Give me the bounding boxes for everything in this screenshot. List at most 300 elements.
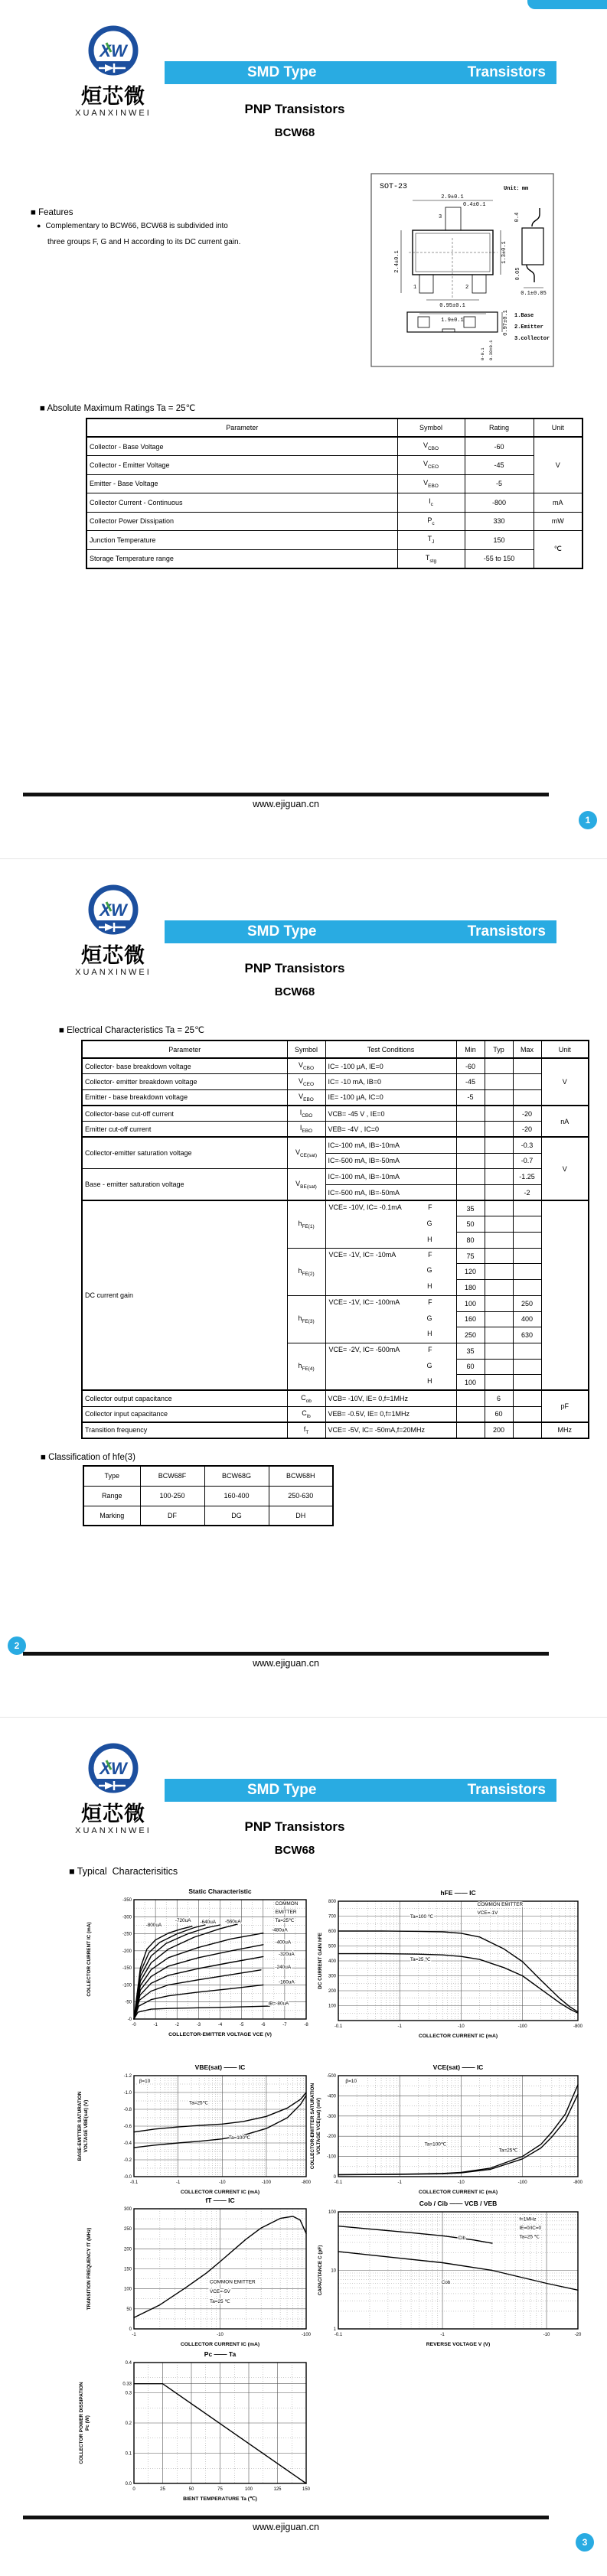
table-cell: Base - emitter saturation voltage <box>82 1169 287 1200</box>
brand-logo <box>66 882 161 977</box>
table-cell <box>485 1122 513 1138</box>
svg-text:-0: -0 <box>127 2017 132 2022</box>
table-cell <box>485 1233 513 1249</box>
svg-text:0: 0 <box>333 2175 336 2180</box>
table-cell <box>485 1359 513 1375</box>
svg-text:TRANSITION FREQUENCY fT (M: TRANSITION FREQUENCY fT (MHz) <box>86 2227 92 2311</box>
svg-text:-10: -10 <box>458 2180 465 2185</box>
svg-text:-8: -8 <box>304 2023 308 2027</box>
table-cell <box>325 1248 456 1295</box>
svg-text:-10: -10 <box>217 2333 224 2337</box>
parameter-cell: Collector Power Dissipation <box>86 512 397 531</box>
svg-text:-200: -200 <box>122 1949 132 1954</box>
dim-lead-thickness: 0.1±0.05 <box>521 291 547 297</box>
table-row <box>86 549 583 568</box>
column-header: Parameter <box>86 418 397 437</box>
header-bar <box>165 920 556 943</box>
column-header: Rating <box>465 418 534 437</box>
svg-text:XW: XW <box>100 900 127 920</box>
rating-cell: -60 <box>465 437 534 456</box>
group-letter: F <box>428 1250 432 1259</box>
svg-text:Ta=100℃: Ta=100℃ <box>424 2141 447 2148</box>
cls-cell: BCW68H <box>269 1466 333 1486</box>
table-cell <box>485 1295 513 1311</box>
part-number: BCW68 <box>274 126 315 139</box>
table-cell: Transition frequency <box>82 1422 287 1438</box>
symbol-cell: $h_{FE(2)}$ <box>287 1248 325 1295</box>
corner-decoration <box>527 0 607 9</box>
dim-pin-width: 0.4±0.1 <box>463 202 486 208</box>
dim-standoff: 0.05 <box>515 267 521 281</box>
table-cell <box>513 1248 541 1264</box>
table-header-row <box>82 1040 589 1058</box>
column-header: Symbol <box>287 1040 325 1058</box>
svg-text:DC CURRENT GAIN hFE: DC CURRENT GAIN hFE <box>318 1933 323 1989</box>
pin1-number: 1 <box>413 285 417 291</box>
header-bar-right-label: Transistors <box>467 1782 546 1798</box>
svg-text:300: 300 <box>328 1974 336 1979</box>
group-letter: F <box>428 1203 432 1212</box>
svg-text:-0.0: -0.0 <box>123 2175 132 2180</box>
svg-text:0.3: 0.3 <box>125 2391 132 2396</box>
group-letter: H <box>427 1377 432 1386</box>
svg-text:-1.2: -1.2 <box>123 2074 132 2079</box>
svg-text:Ta=100℃: Ta=100℃ <box>228 2135 251 2141</box>
svg-text:-1: -1 <box>397 2024 402 2029</box>
table-header-row <box>86 418 583 437</box>
parameter-cell: Collector - Emitter Voltage <box>86 456 397 475</box>
dim-inner-height: 1.3±0.1 <box>501 241 507 264</box>
page-2 <box>0 858 607 1718</box>
group-letter: H <box>427 1282 432 1291</box>
svg-text:200: 200 <box>123 2247 132 2252</box>
parameter-cell: Collector - Base Voltage <box>86 437 397 456</box>
page-number-badge: 2 <box>8 1636 26 1655</box>
cls-cell: DG <box>204 1506 269 1526</box>
table-cell <box>485 1216 513 1233</box>
table-row <box>83 1506 333 1526</box>
feature-line-1: ● Complementary to BCW66, BCW68 is subdivided into <box>37 222 228 230</box>
unit-cell: mA <box>534 493 583 513</box>
table-cell: VCB= -10V, IE= 0,f=1MHz <box>325 1390 456 1406</box>
footer-rule <box>23 1652 549 1656</box>
table-cell <box>485 1311 513 1327</box>
ec-table <box>81 1040 589 1439</box>
svg-text:REVERSE VOLTAGE V (V): REVERSE VOLTAGE V (V) <box>426 2342 491 2347</box>
svg-text:β=10: β=10 <box>345 2079 357 2085</box>
table-cell: -0.3 <box>513 1137 541 1153</box>
symbol-cell: $V_{CE(sat)}$ <box>287 1137 325 1168</box>
svg-text:25: 25 <box>160 2487 165 2492</box>
svg-text:-100: -100 <box>301 2333 312 2337</box>
amr-table-grid <box>86 418 583 569</box>
table-cell: Collector-base cut-off current <box>82 1106 287 1122</box>
column-header: Max <box>513 1040 541 1058</box>
table-cell: V <box>541 1058 589 1106</box>
svg-text:-400: -400 <box>326 2094 336 2099</box>
column-header: Unit <box>541 1040 589 1058</box>
svg-text:-2: -2 <box>175 2023 179 2027</box>
svg-text:-400uA: -400uA <box>275 1939 292 1946</box>
svg-text:COLLECTOR CURRENT IC (mA): COLLECTOR CURRENT IC (mA) <box>180 2342 260 2347</box>
part-number: BCW68 <box>274 1844 315 1857</box>
table-row <box>86 493 583 513</box>
svg-text:150: 150 <box>302 2487 311 2492</box>
table-cell: 100 <box>456 1295 485 1311</box>
symbol-cell: $h_{FE(3)}$ <box>287 1295 325 1343</box>
cls-cell: 100-250 <box>140 1486 204 1506</box>
table-cell: 120 <box>456 1264 485 1280</box>
table-row <box>86 512 583 531</box>
page-3 <box>0 1717 607 2576</box>
cls-cell: DF <box>140 1506 204 1526</box>
svg-text:1: 1 <box>333 2327 336 2332</box>
dim-pitch: 0.95±0.1 <box>439 303 465 309</box>
symbol-cell: $h_{FE(4)}$ <box>287 1343 325 1390</box>
svg-text:600: 600 <box>328 1930 336 1934</box>
condition-cell <box>328 1249 454 1295</box>
table-cell: 6 <box>485 1390 513 1406</box>
svg-text:Cib: Cib <box>458 2235 466 2241</box>
svg-text:-10: -10 <box>458 2024 465 2029</box>
table-cell <box>456 1422 485 1438</box>
svg-text:0.0: 0.0 <box>125 2482 132 2486</box>
table-cell <box>456 1169 485 1185</box>
svg-text:-4: -4 <box>217 2023 223 2027</box>
brand-logo <box>66 23 161 118</box>
svg-text:COMMON EMITTER: COMMON EMITTER <box>477 1902 524 1908</box>
svg-text:400: 400 <box>328 1959 336 1964</box>
svg-text:-1: -1 <box>175 2180 181 2185</box>
svg-text:Ta=100 ℃: Ta=100 ℃ <box>410 1913 434 1920</box>
table-cell <box>513 1422 541 1438</box>
svg-text:-720uA: -720uA <box>175 1917 191 1923</box>
svg-text:-150: -150 <box>122 1966 132 1972</box>
table-cell <box>325 1200 456 1248</box>
symbol-cell: $I_{CBO}$ <box>287 1106 325 1122</box>
svg-text:hFE —— IC: hFE —— IC <box>440 1889 476 1897</box>
table-row <box>82 1074 589 1090</box>
chart-hfe_ic <box>306 1889 597 2063</box>
table-row <box>82 1058 589 1074</box>
parameter-cell: Storage Temperature range <box>86 549 397 568</box>
table-cell: -20 <box>513 1106 541 1122</box>
svg-text:Cob / Cib —— VCB / VEB: Cob / Cib —— VCB / VEB <box>419 2200 498 2207</box>
header-bar <box>165 61 556 84</box>
svg-text:-200: -200 <box>326 2135 336 2140</box>
svg-text:COLLECTOR-EMITTER VOLTAGE VC: COLLECTOR-EMITTER VOLTAGE VCE (V) <box>168 2032 272 2037</box>
condition-cell <box>328 1343 454 1389</box>
table-cell: MHz <box>541 1422 589 1438</box>
svg-text:0.1: 0.1 <box>125 2451 132 2457</box>
page-number-badge: 1 <box>579 811 597 829</box>
group-letter: H <box>427 1330 432 1338</box>
dim-thickness: 0.38±0.1 <box>488 340 494 360</box>
table-cell <box>513 1200 541 1216</box>
rating-cell: -55 to 150 <box>465 549 534 568</box>
package-drawing <box>370 173 554 371</box>
section-title-amr: ■ Absolute Maximum Ratings Ta = 25℃ <box>40 404 196 413</box>
rating-cell: 330 <box>465 512 534 531</box>
unit-cell: mW <box>534 512 583 531</box>
svg-text:-800uA: -800uA <box>145 1923 162 1929</box>
table-row <box>86 437 583 456</box>
svg-text:-3: -3 <box>196 2023 201 2027</box>
header-bar-right-label: Transistors <box>467 923 546 940</box>
header-bar-left-label: SMD Type <box>247 1782 317 1798</box>
table-cell: 35 <box>456 1343 485 1359</box>
svg-text:COMMON EMITTER: COMMON EMITTER <box>210 2279 256 2285</box>
column-header: Typ <box>485 1040 513 1058</box>
unit-cell: ℃ <box>534 531 583 568</box>
svg-text:-250: -250 <box>122 1932 132 1937</box>
condition-cell <box>328 1201 454 1247</box>
table-cell <box>485 1248 513 1264</box>
table-cell <box>485 1200 513 1216</box>
table-cell <box>456 1122 485 1138</box>
svg-text:100: 100 <box>244 2487 253 2492</box>
svg-text:100: 100 <box>328 2210 336 2215</box>
svg-text:75: 75 <box>217 2487 223 2492</box>
cls-cell: Marking <box>83 1506 140 1526</box>
svg-text:XW: XW <box>100 41 127 60</box>
symbol-cell: $I_c$ <box>397 493 465 513</box>
pin2-number: 2 <box>465 285 469 291</box>
column-header: Min <box>456 1040 485 1058</box>
svg-text:CAPACITANCE C (pF): CAPACITANCE C (pF) <box>318 2245 323 2296</box>
doc-subtitle: PNP Transistors <box>244 102 345 116</box>
svg-text:XW: XW <box>100 1759 127 1778</box>
table-cell <box>485 1264 513 1280</box>
svg-text:100: 100 <box>328 2004 336 2009</box>
pin-legend-emitter: 2.Emitter <box>514 324 543 331</box>
table-row <box>83 1486 333 1506</box>
symbol-cell: $T_J$ <box>397 531 465 550</box>
svg-text:-800: -800 <box>573 2024 583 2029</box>
table-cell <box>513 1089 541 1106</box>
svg-text:-160uA: -160uA <box>279 1979 295 1985</box>
dim-lead-top: 0.4 <box>514 212 521 223</box>
table-row <box>83 1466 333 1486</box>
svg-text:-500: -500 <box>326 2074 336 2079</box>
brand-name-cn: 烜芯微 <box>81 1803 145 1826</box>
svg-text:-10: -10 <box>218 2180 226 2185</box>
svg-text:0: 0 <box>129 2327 132 2332</box>
svg-text:-0.1: -0.1 <box>334 2180 343 2185</box>
svg-text:EMITTER: EMITTER <box>275 1909 297 1915</box>
svg-text:-0: -0 <box>132 2023 136 2027</box>
column-header: Unit <box>534 418 583 437</box>
symbol-cell: $T_{stg}$ <box>397 549 465 568</box>
svg-text:COLLECTOR CURRENT IC (mA): COLLECTOR CURRENT IC (mA) <box>418 2190 498 2195</box>
table-cell: 160 <box>456 1311 485 1327</box>
symbol-cell: $V_{CEO}$ <box>397 456 465 475</box>
svg-text:Ta=25℃: Ta=25℃ <box>498 2148 518 2154</box>
svg-text:-320uA: -320uA <box>279 1952 295 1958</box>
svg-text:0.4: 0.4 <box>125 2361 132 2366</box>
svg-text:250: 250 <box>123 2227 132 2232</box>
table-cell <box>485 1280 513 1296</box>
table-cell <box>485 1137 513 1153</box>
symbol-cell: $V_{EBO}$ <box>287 1089 325 1106</box>
feature-line-2: three groups F, G and H according to its DC current gain. <box>47 238 241 246</box>
column-header: Test Conditions <box>325 1040 456 1058</box>
cls-table <box>83 1465 334 1526</box>
table-row <box>86 474 583 493</box>
svg-text:-100: -100 <box>517 2024 527 2029</box>
svg-text:-1: -1 <box>397 2180 402 2185</box>
svg-text:300: 300 <box>123 2207 132 2212</box>
svg-text:-100: -100 <box>122 1983 132 1988</box>
svg-text:50: 50 <box>126 2307 132 2312</box>
group-letter: G <box>426 1361 432 1369</box>
svg-text:-7: -7 <box>282 2023 287 2027</box>
footer-rule <box>23 2516 549 2519</box>
dim-span: 1.9±0.1 <box>441 318 464 324</box>
doc-subtitle: PNP Transistors <box>244 961 345 975</box>
symbol-cell: $I_{EBO}$ <box>287 1122 325 1138</box>
svg-text:-50: -50 <box>125 2000 132 2005</box>
table-row <box>82 1122 589 1138</box>
svg-text:Ta=25 ℃: Ta=25 ℃ <box>410 1957 431 1962</box>
table-cell: 60 <box>485 1406 513 1422</box>
table-cell: V <box>541 1137 589 1200</box>
symbol-cell: $h_{FE(1)}$ <box>287 1200 325 1248</box>
table-cell <box>325 1343 456 1390</box>
pin-legend-base: 1.Base <box>514 313 534 319</box>
table-cell: 60 <box>456 1359 485 1375</box>
table-cell <box>456 1106 485 1122</box>
parameter-cell: Junction Temperature <box>86 531 397 550</box>
svg-text:f=1MHz: f=1MHz <box>519 2216 537 2223</box>
brand-name-en: XUANXINWEI <box>75 109 152 119</box>
svg-text:-1.0: -1.0 <box>123 2091 132 2096</box>
group-letter: F <box>428 1345 432 1353</box>
brand-name-en: XUANXINWEI <box>75 1826 152 1836</box>
page-1 <box>0 0 607 858</box>
svg-text:VCE(sat) —— IC: VCE(sat) —— IC <box>432 2063 484 2071</box>
svg-text:-0.2: -0.2 <box>123 2158 132 2163</box>
logo-mark-icon <box>83 23 143 83</box>
table-row <box>82 1390 589 1406</box>
table-cell: 630 <box>513 1327 541 1343</box>
rating-cell: -5 <box>465 474 534 493</box>
table-cell: VEB= -0.5V, IE= 0,f=1MHz <box>325 1406 456 1422</box>
cls-cell: DH <box>269 1506 333 1526</box>
svg-text:fT —— IC: fT —— IC <box>205 2197 235 2204</box>
svg-text:0.33: 0.33 <box>122 2382 132 2387</box>
condition-text: VCE= -2V, IC= -500mA <box>328 1345 400 1353</box>
table-cell: Emitter - base breakdown voltage <box>82 1089 287 1106</box>
group-letter: G <box>426 1219 432 1227</box>
svg-text:-350: -350 <box>122 1898 132 1903</box>
footer-site: www.ejiguan.cn <box>253 1658 319 1669</box>
table-cell <box>485 1153 513 1169</box>
svg-text:COLLECTOR POWER DISSIPATIONPc: COLLECTOR POWER DISSIPATIONPc (W) <box>79 2382 90 2464</box>
table-cell: IC= -10 mA, IB=0 <box>325 1074 456 1090</box>
table-cell: Collector- emitter breakdown voltage <box>82 1074 287 1090</box>
group-letter: F <box>428 1298 432 1306</box>
svg-text:-480uA: -480uA <box>272 1927 288 1933</box>
svg-text:-100: -100 <box>326 2154 336 2160</box>
svg-text:BIENT TEMPERATURE Ta (℃): BIENT TEMPERATURE Ta (℃) <box>183 2496 257 2502</box>
cls-cell: Range <box>83 1486 140 1506</box>
table-row <box>82 1422 589 1438</box>
table-cell: 180 <box>456 1280 485 1296</box>
svg-text:700: 700 <box>328 1914 336 1920</box>
svg-text:-800: -800 <box>301 2180 312 2185</box>
cls-cell: 160-400 <box>204 1486 269 1506</box>
svg-text:0.2: 0.2 <box>125 2421 132 2426</box>
table-cell <box>485 1185 513 1201</box>
svg-text:-0.6: -0.6 <box>123 2125 132 2129</box>
logo-mark-icon <box>83 882 143 942</box>
table-cell <box>513 1216 541 1233</box>
svg-text:-100: -100 <box>517 2180 527 2185</box>
table-cell: Collector- base breakdown voltage <box>82 1058 287 1074</box>
cls-table-grid <box>83 1465 334 1526</box>
svg-text:-0.1: -0.1 <box>334 2024 343 2029</box>
svg-text:-1: -1 <box>440 2333 445 2337</box>
table-cell: -1.25 <box>513 1169 541 1185</box>
group-letter: H <box>427 1235 432 1243</box>
condition-text: VCE= -1V, IC= -10mA <box>328 1250 397 1259</box>
svg-text:50: 50 <box>188 2487 194 2492</box>
rating-cell: -45 <box>465 456 534 475</box>
svg-text:100: 100 <box>123 2287 132 2292</box>
table-cell <box>485 1169 513 1185</box>
package-unit: Unit：mm <box>504 186 529 192</box>
table-row <box>82 1089 589 1106</box>
condition-cell <box>328 1296 454 1342</box>
svg-text:Ta=25 ℃: Ta=25 ℃ <box>519 2234 540 2240</box>
table-cell: 80 <box>456 1233 485 1249</box>
svg-text:10: 10 <box>331 2268 336 2274</box>
svg-text:200: 200 <box>328 1989 336 1994</box>
svg-text:-100: -100 <box>261 2180 271 2185</box>
table-row <box>86 456 583 475</box>
svg-text:Ta=25℃: Ta=25℃ <box>189 2100 208 2106</box>
svg-text:IB=-80uA: IB=-80uA <box>268 2001 289 2007</box>
dim-body-height: 2.4±0.1 <box>394 250 400 273</box>
table-cell <box>485 1058 513 1074</box>
brand-name-cn: 烜芯微 <box>81 944 145 968</box>
symbol-cell: $C_{ob}$ <box>287 1390 325 1406</box>
symbol-cell: $V_{CBO}$ <box>397 437 465 456</box>
svg-text:-0.8: -0.8 <box>123 2108 132 2112</box>
table-row <box>82 1106 589 1122</box>
svg-text:-1: -1 <box>132 2333 136 2337</box>
table-cell <box>485 1327 513 1343</box>
svg-text:Pc —— Ta: Pc —— Ta <box>204 2350 237 2358</box>
table-cell: Collector input capacitance <box>82 1406 287 1422</box>
symbol-cell: $P_c$ <box>397 512 465 531</box>
svg-text:-300: -300 <box>122 1915 132 1920</box>
parameter-cell: Collector Current - Continuous <box>86 493 397 513</box>
table-row <box>86 531 583 550</box>
table-cell <box>485 1089 513 1106</box>
cls-cell: Type <box>83 1466 140 1486</box>
svg-text:COLLECTOR-EMITTER SATURATIONVO: COLLECTOR-EMITTER SATURATIONVOLTAGE VCE(sat) (mV) <box>310 2083 321 2170</box>
section-title-features: ■ Features <box>31 208 73 217</box>
table-cell <box>456 1137 485 1153</box>
svg-text:150: 150 <box>123 2267 132 2272</box>
chart-ft <box>69 2197 321 2359</box>
chart-cap <box>306 2200 597 2359</box>
section-title-typical: ■ Typical Characterisitics <box>69 1866 178 1877</box>
svg-text:-300: -300 <box>326 2114 336 2119</box>
table-cell <box>513 1390 541 1406</box>
